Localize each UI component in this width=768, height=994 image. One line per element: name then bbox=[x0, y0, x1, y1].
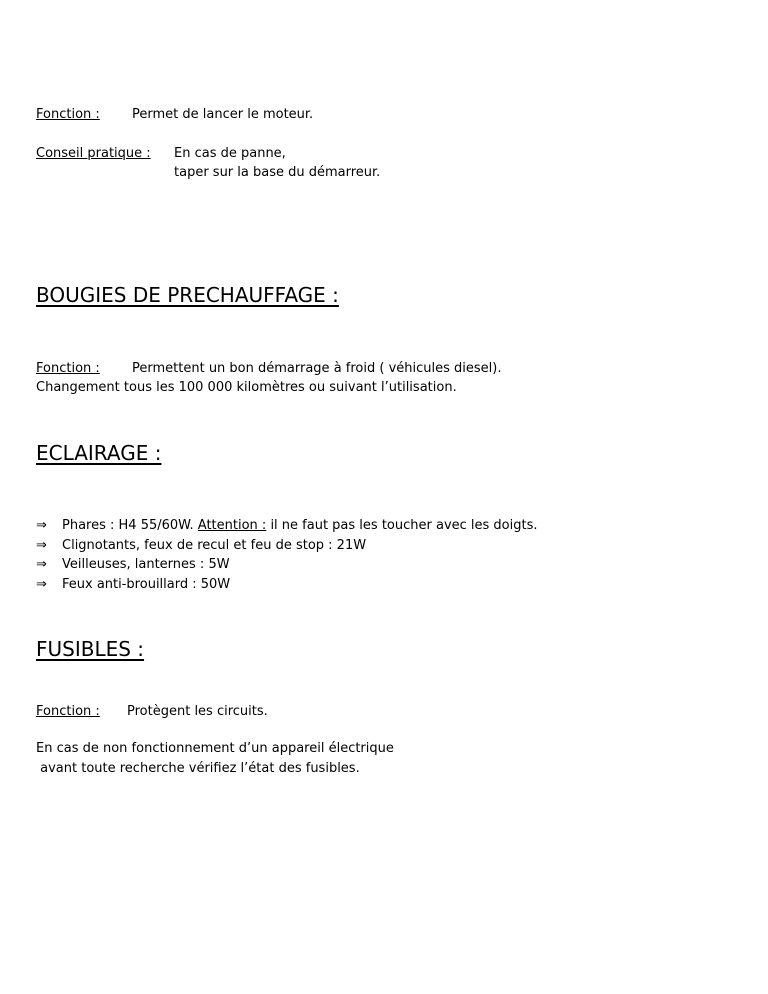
clignotants-text: Clignotants, feux de recul et feu de stop : 21W bbox=[62, 538, 367, 553]
bougies-fonction-text: Permettent un bon démarrage à froid ( véhicules diesel). bbox=[132, 361, 502, 376]
fusibles-note-line2: avant toute recherche vérifiez l’état des fusibles. bbox=[36, 761, 360, 776]
demarreur-conseil-line1: En cas de panne, bbox=[174, 146, 286, 161]
arrow-right-icon: ⇒ bbox=[36, 518, 47, 533]
eclairage-item-veilleuses bbox=[36, 557, 230, 573]
fusibles-note-line1: En cas de non fonctionnement d’un appareil électrique bbox=[36, 741, 394, 756]
antibrouillard-text: Feux anti-brouillard : 50W bbox=[62, 577, 231, 592]
veilleuses-text: Veilleuses, lanternes : 5W bbox=[62, 557, 230, 572]
phares-text: Phares : H4 55/60W. bbox=[62, 518, 198, 533]
fusibles-heading: FUSIBLES : bbox=[36, 637, 145, 661]
bougies-fonction-label: Fonction : bbox=[36, 361, 100, 376]
demarreur-conseil-line2: taper sur la base du démarreur. bbox=[174, 165, 381, 180]
arrow-right-icon: ⇒ bbox=[36, 577, 47, 592]
eclairage-heading: ECLAIRAGE : bbox=[36, 441, 162, 465]
demarreur-fonction-label: Fonction : bbox=[36, 107, 100, 122]
eclairage-item-antibrouillard bbox=[36, 577, 230, 593]
demarreur-conseil-label: Conseil pratique : bbox=[36, 146, 151, 161]
fusibles-fonction-text: Protègent les circuits. bbox=[127, 704, 268, 719]
phares-warning-text: il ne faut pas les toucher avec les doigts. bbox=[266, 518, 538, 533]
bougies-changement-text: Changement tous les 100 000 kilomètres ou suivant l’utilisation. bbox=[36, 380, 457, 395]
demarreur-fonction-text: Permet de lancer le moteur. bbox=[132, 107, 314, 122]
bougies-heading: BOUGIES DE PRECHAUFFAGE : bbox=[36, 283, 339, 307]
eclairage-item-clignotants bbox=[36, 538, 366, 554]
arrow-right-icon: ⇒ bbox=[36, 538, 47, 553]
attention-label: Attention : bbox=[197, 518, 267, 533]
fusibles-fonction-label: Fonction : bbox=[36, 704, 100, 719]
arrow-right-icon: ⇒ bbox=[36, 557, 47, 572]
eclairage-item-phares bbox=[36, 518, 538, 534]
